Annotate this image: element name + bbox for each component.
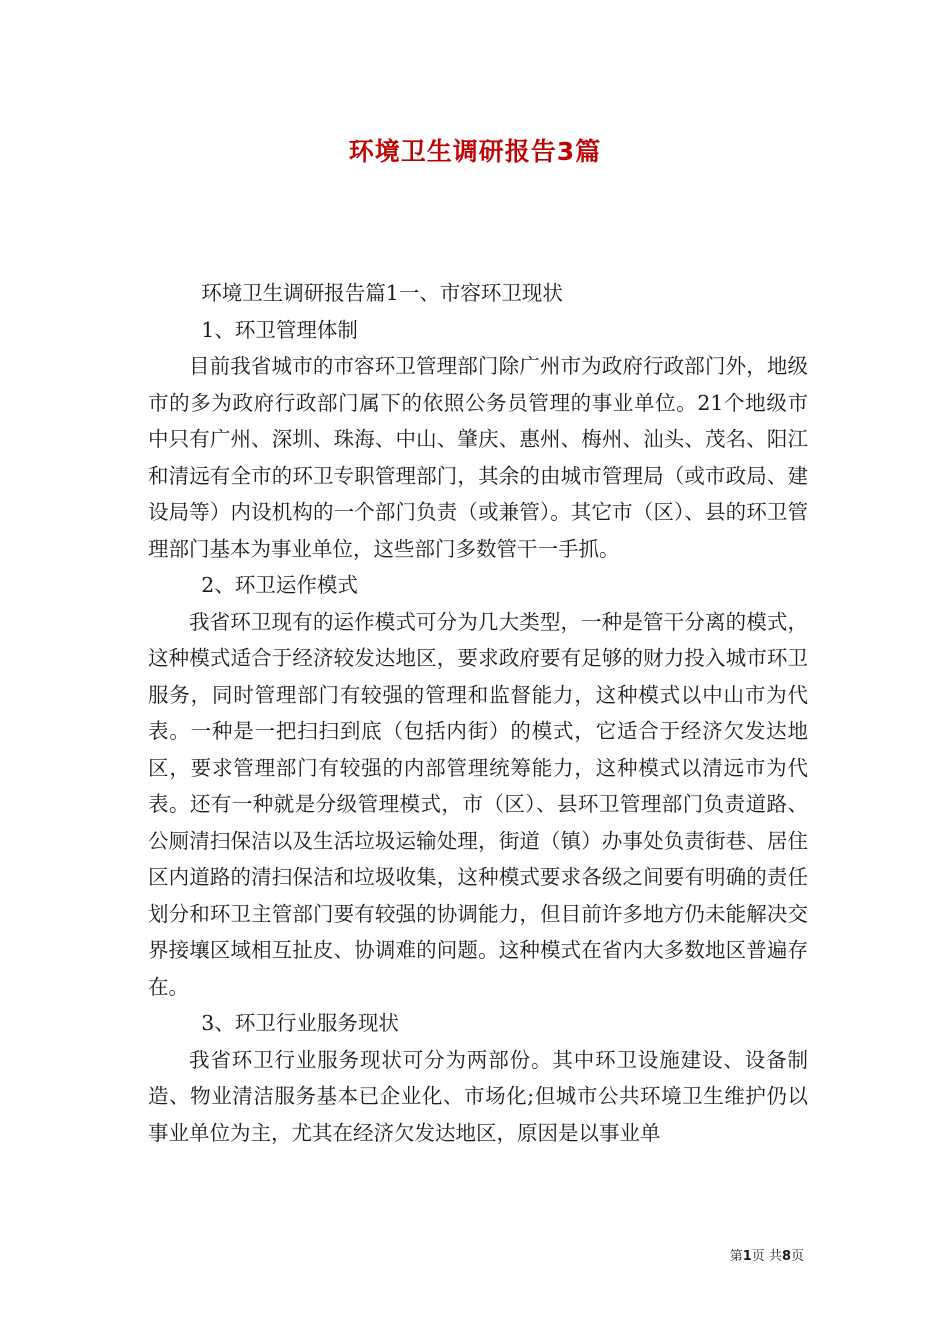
footer-middle: 页 共 <box>751 1249 782 1264</box>
footer-suffix: 页 <box>790 1249 804 1264</box>
section-heading: 环境卫生调研报告篇1一、市容环卫现状 <box>201 281 563 305</box>
body-paragraph: 我省环卫行业服务现状可分为两部份。其中环卫设施建设、设备制造、物业清洁服务基本已企业化、市场化;但城市公共环境卫生维护仍以事业单位为主，尤其在经济欠发达地区，原因是以事业单 <box>148 1047 808 1145</box>
document-body <box>148 275 808 1151</box>
subsection-heading: 2、环卫运作模式 <box>201 573 358 597</box>
footer-prefix: 第 <box>729 1249 743 1264</box>
document-title: 环境卫生调研报告3篇 <box>348 137 602 166</box>
footer-page-number: 1 <box>742 1249 752 1264</box>
page-footer <box>730 1245 804 1264</box>
body-paragraph: 目前我省城市的市容环卫管理部门除广州市为政府行政部门外，地级市的多为政府行政部门属下的依照公务员管理的事业单位。21个地级市中只有广州、深圳、珠海、中山、肇庆、惠州、梅州、汕头、茂名、阳江和清远有全市的环卫专职管理部门，其余的由城市管理局（或市政局、建设局等）内设机构的一个部门负责（或兼管）。其它市（区）、县的环卫管理部门基本为事业单位，这些部门多数管干一手抓。 <box>148 354 808 561</box>
subsection-heading: 1、环卫管理体制 <box>201 317 358 342</box>
subsection-heading: 3、环卫行业服务现状 <box>201 1011 399 1035</box>
footer-total-pages: 8 <box>781 1249 791 1264</box>
body-paragraph: 我省环卫现有的运作模式可分为几大类型，一种是管干分离的模式，这种模式适合于经济较发达地区，要求政府要有足够的财力投入城市环卫服务，同时管理部门有较强的管理和监督能力，这种模式以中山市为代表。一种是一把扫扫到底（包括内街）的模式，它适合于经济欠发达地区，要求管理部门有较强的内部管理统筹能力，这种模式以清远市为代表。还有一种就是分级管理模式，市（区）、县环卫管理部门负责道路、公厕清扫保洁以及生活垃圾运输处理，街道（镇）办事处负责街巷、居住区内道路的清扫保洁和垃圾收集，这种模式要求各级之间要有明确的责任划分和环卫主管部门要有较强的协调能力，但目前许多地方仍未能解决交界接壤区域相互扯皮、协调难的问题。这种模式在省内大多数地区普遍存在。 <box>148 609 808 999</box>
